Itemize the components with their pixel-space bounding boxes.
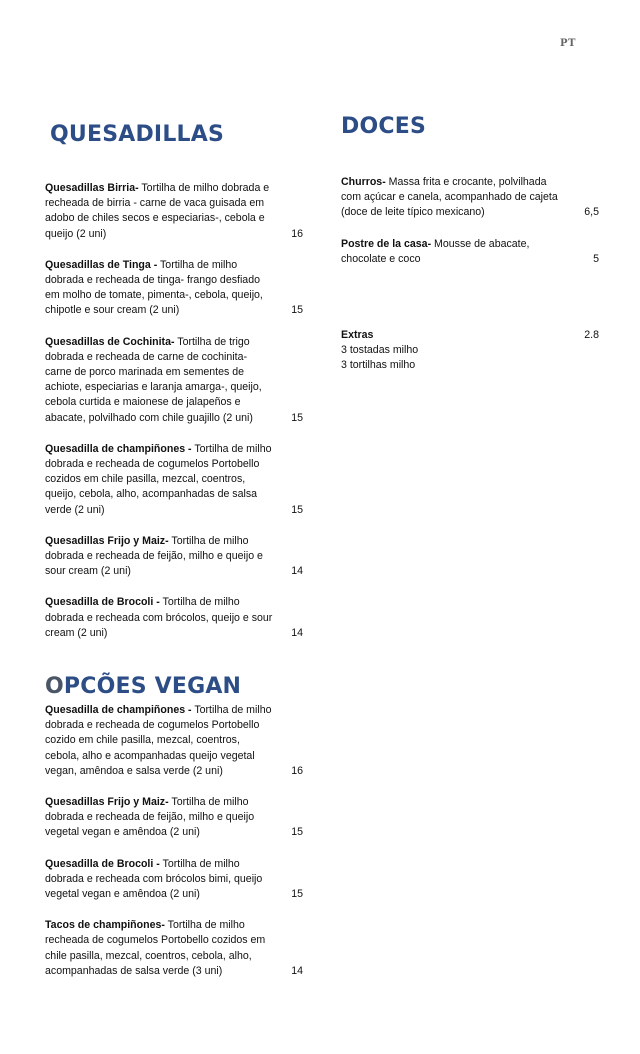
extras-price: 2.8 [584,329,599,341]
item-price: 15 [291,888,303,901]
menu-item [341,237,599,267]
extras-line: 3 tortilhas milho [341,359,416,372]
item-description: Mousse de abacate, chocolate e coco [341,237,530,265]
menu-item [45,335,303,426]
item-description: Tortilha de milho dobrada e recheada com brócolos, queijo e sour cream (2 uni) [45,596,273,639]
item-name: Tacos de champiñones- [45,919,165,932]
item-description: Tortilha de milho dobrada e recheada de tinga- frango desfiado em molho de tomate, pimenta-, cebola, queijo, chipotle e sour cream (2 uni) [45,258,263,317]
vegan-heading-first-letter: O [45,674,64,699]
item-name: Quesadillas Birria- [45,182,139,194]
item-name: Quesadilla de Brocoli - [45,596,160,609]
item-name: Postre de la casa- [341,237,432,250]
item-price: 14 [291,626,303,639]
menu-item [45,258,303,319]
menu-item [45,534,303,580]
item-name: Quesadilla de champiñones - [45,704,192,716]
extras-line: 3 tostadas milho [341,344,419,357]
item-name: Quesadillas Frijo y Maiz- [45,534,169,547]
item-description: Tortilha de milho dobrada e recheada de feijão, milho e queijo vegetal vegan e amêndoa (2 uni) [45,796,255,839]
item-name: Quesadilla de champiñones - [45,442,192,455]
item-description: Tortilha de milho dobrada e recheada com brócolos bimi, queijo vegetal vegan e amêndoa (2 uni) [45,857,263,901]
menu-item [45,795,303,841]
item-description: Tortilha de milho dobrada e recheada de feijão, milho e queijo e sour cream (2 uni) [45,534,263,578]
doces-list [341,175,599,267]
menu-item [45,857,303,903]
quesadillas-list [45,181,303,641]
menu-item [341,175,599,221]
item-price: 15 [291,826,303,839]
item-description: Tortilha de trigo dobrada e recheada de carne de cochinita- carne de porco marinada em sementes de achiote, especiarias e laranja amarga-, queijo, cebola curtida e maionese de jalapeños e abacate, polvilhado com chile guajillo (2 uni) [45,335,262,424]
quesadillas-heading: QUESADILLAS [50,122,225,147]
menu-item [45,703,303,779]
item-description: Tortilha de milho dobrada e recheada de cogumelos Portobello cozidos em chile pasilla, mezcal, coentros, queijo, cebola, alho, acompanhadas de salsa verde (2 uni) [45,442,272,516]
item-description: Tortilha de milho dobrada e recheada de birria - carne de vaca guisada em adobo de chiles secos e especiarias-, cebola e queijo (2 uni) [45,182,270,240]
item-price: 16 [291,227,303,240]
vegan-heading [45,674,241,700]
doces-heading: DOCES [341,114,426,139]
item-description: Tortilha de milho recheada de cogumelos Portobello cozidos em chile pasilla, mezcal, coentros, cebola, alho, acompanhadas de salsa verde (3 uni) [45,919,266,977]
extras-header [341,328,599,343]
item-price: 5 [593,252,599,265]
menu-item [45,442,303,518]
item-name: Quesadilla de Brocoli - [45,857,160,870]
item-name: Churros- [341,176,386,188]
item-price: 15 [291,304,303,317]
item-name: Quesadillas de Cochinita- [45,335,175,348]
vegan-heading-rest: PCÕES VEGAN [63,674,242,699]
language-code: PT [560,38,576,49]
menu-item [45,918,303,979]
item-price: 14 [291,565,303,578]
extras-label: Extras [341,329,374,341]
item-description: Massa frita e crocante, polvilhada com açúcar e canela, acompanhado de cajeta (doce de leite típico mexicano) [341,176,558,219]
item-price: 15 [291,411,303,424]
item-price: 6,5 [584,206,599,219]
extras-section [341,328,599,374]
item-price: 14 [291,964,303,977]
item-name: Quesadillas Frijo y Maiz- [45,796,169,809]
vegan-list [45,703,303,979]
menu-item [45,181,303,242]
item-price: 16 [291,764,303,777]
item-name: Quesadillas de Tinga - [45,258,158,271]
item-price: 15 [291,503,303,516]
item-description: Tortilha de milho dobrada e recheada de cogumelos Portobello cozido em chile pasilla, mezcal, coentros, cebola, alho e acompanhadas queijo vegetal vegan, amêndoa e salsa verde (2 uni) [45,704,272,777]
menu-item [45,595,303,641]
